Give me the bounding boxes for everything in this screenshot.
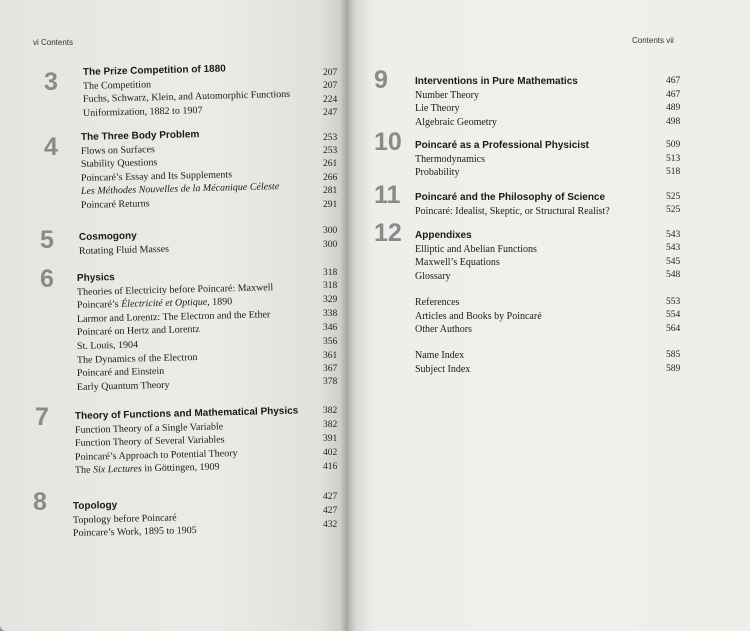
toc-entry: Poincaré Returns [80, 198, 150, 211]
page-number: 253 [323, 133, 338, 143]
page-number: 391 [323, 434, 338, 444]
page-number: 467 [666, 90, 681, 100]
toc-entry: Thermodynamics [415, 153, 485, 165]
page-number: 300 [323, 240, 338, 250]
page-number: 318 [323, 268, 338, 278]
chapter-title: Topology [72, 499, 118, 512]
toc-entry: Subject Index [415, 363, 471, 375]
page-number: 416 [323, 462, 338, 472]
page-number: 585 [666, 350, 681, 360]
chapter-title: Poincaré and the Philosophy of Science [415, 192, 606, 203]
toc-entry: Fuchs, Schwarz, Klein, and Automorphic Functions [82, 89, 291, 106]
toc-entry: Rotating Fluid Masses [78, 243, 170, 257]
page-number: 382 [323, 406, 338, 416]
page-number: 564 [666, 324, 681, 334]
toc-entry: Other Authors [415, 324, 472, 336]
left-page [0, 0, 348, 631]
page-number: 266 [323, 173, 338, 183]
right-running-head: Contents vii [632, 36, 674, 45]
page-number: 554 [666, 310, 681, 320]
page-number: 247 [323, 108, 338, 118]
right-page [348, 0, 750, 631]
chapter-title: The Three Body Problem [80, 129, 200, 143]
chapter-6 [77, 272, 273, 394]
page-number: 207 [323, 81, 338, 91]
page-number: 318 [323, 281, 338, 291]
chapter-7 [74, 405, 299, 478]
chapter-11 [415, 191, 610, 218]
chapter-title: Appendixes [415, 230, 472, 241]
page-number: 467 [666, 76, 681, 86]
toc-entry-title-italic: Six Lectures [92, 463, 142, 476]
chapter-title: Poincaré as a Professional Physicist [415, 140, 589, 151]
page-number: 427 [323, 506, 338, 516]
chapter-title: Physics [76, 272, 115, 284]
toc-entry: Function Theory of a Single Variable [74, 420, 224, 436]
page-number: 402 [323, 448, 338, 458]
toc-entry: Larmor and Lorentz: The Electron and the Ether [76, 309, 271, 325]
page-number: 329 [323, 295, 338, 305]
page-number: 281 [323, 186, 338, 196]
toc-entry: Name Index [415, 350, 465, 361]
page-number: 589 [666, 364, 681, 374]
toc-entry: Algebraic Geometry [415, 116, 497, 128]
toc-entry: Poincaré’s Essay and Its Supplements [80, 169, 233, 184]
page-number: 361 [323, 351, 338, 361]
toc-entry: Number Theory [415, 89, 479, 101]
toc-entry: References [415, 297, 460, 308]
page-number: 207 [323, 68, 338, 78]
chapter-8 [73, 500, 197, 541]
toc-entry: Articles and Books by Poincaré [415, 310, 542, 322]
toc-entry: Glossary [415, 270, 451, 282]
page-number: 253 [323, 146, 338, 156]
toc-entry: Stability Questions [80, 157, 158, 171]
chapter-number: 11 [374, 181, 401, 209]
page-number: 525 [666, 205, 681, 215]
chapter-number: 7 [35, 403, 49, 431]
page-number: 427 [323, 492, 338, 502]
toc-entry: Topology before Poincaré [72, 512, 177, 526]
chapter-12 [415, 229, 537, 283]
page-number: 489 [666, 103, 681, 113]
toc-entry: Uniformization, 1882 to 1907 [82, 104, 203, 119]
toc-entry: Maxwell’s Equations [415, 257, 500, 269]
page-number: 498 [666, 117, 681, 127]
toc-entry: Poincaré on Hertz and Lorentz [76, 324, 200, 339]
page-number: 432 [323, 520, 338, 530]
page-number: 346 [323, 323, 338, 333]
page-number: 382 [323, 420, 338, 430]
chapter-number: 3 [44, 68, 58, 96]
chapter-3 [82, 63, 291, 120]
toc-entry: The Dynamics of the Electron [76, 351, 198, 366]
chapter-title: Interventions in Pure Mathematics [415, 76, 578, 87]
chapter-number: 5 [40, 226, 54, 254]
page-number: 553 [666, 297, 681, 307]
toc-entry: Poincare’s Work, 1895 to 1905 [72, 525, 197, 540]
page-number: 543 [666, 230, 681, 240]
toc-entry: Theories of Electricity before Poincaré: Maxwell [76, 281, 274, 298]
page-number: 513 [666, 154, 681, 164]
page-number: 509 [666, 140, 681, 150]
chapter-5 [79, 231, 169, 258]
toc-entry: Probability [415, 167, 460, 179]
toc-entry: Early Quantum Theory [76, 379, 170, 393]
back-matter-references [415, 296, 542, 337]
chapter-number: 6 [40, 265, 54, 293]
page-number: 300 [323, 226, 338, 236]
chapter-4 [81, 131, 279, 213]
chapter-number: 4 [44, 133, 58, 161]
toc-entry: Les Méthodes Nouvelles de la Mécanique Céleste [80, 181, 280, 198]
toc-entry: Elliptic and Abelian Functions [415, 243, 537, 255]
toc-entry: Flows on Surfaces [80, 143, 155, 157]
toc-entry: Poincaré and Einstein [76, 366, 165, 380]
page-number: 548 [666, 270, 681, 280]
page-number: 545 [666, 257, 681, 267]
book-gutter-shadow [340, 0, 356, 631]
page-number: 356 [323, 337, 338, 347]
toc-entry: St. Louis, 1904 [76, 339, 139, 352]
chapter-title: Theory of Functions and Mathematical Physics [74, 405, 299, 422]
chapter-10 [415, 139, 589, 180]
page-number: 518 [666, 167, 681, 177]
toc-entry: Function Theory of Several Variables [74, 434, 225, 450]
chapter-9 [415, 75, 578, 129]
chapter-title: Cosmogony [78, 230, 137, 243]
left-running-head: vi Contents [33, 38, 74, 47]
toc-entry-text: , 1890 [207, 296, 233, 309]
toc-entry-text: in Göttingen, 1909 [141, 461, 220, 475]
toc-entry: Poincaré’s Approach to Potential Theory [74, 447, 238, 463]
page-number: 367 [323, 364, 338, 374]
chapter-number: 9 [374, 66, 388, 94]
chapter-title: The Prize Competition of 1880 [82, 63, 226, 78]
chapter-number: 12 [374, 219, 402, 247]
toc-entry: Lie Theory [415, 103, 460, 115]
toc-entry-text: The [74, 464, 94, 477]
page-number: 543 [666, 243, 681, 253]
toc-entry: The Competition [82, 78, 152, 92]
toc-entry: Poincaré: Idealist, Skeptic, or Structural Realist? [415, 205, 610, 217]
page-number: 291 [323, 200, 338, 210]
page-number: 224 [323, 95, 338, 105]
toc-entry-text: Poincaré’s [76, 299, 122, 312]
page-number: 525 [666, 192, 681, 202]
toc-entry-title-italic: Électricité et Optique [121, 297, 208, 311]
back-matter-indexes [415, 349, 470, 376]
chapter-number: 10 [374, 128, 402, 156]
page-number: 378 [323, 377, 338, 387]
chapter-number: 8 [33, 488, 47, 516]
page-number: 261 [323, 159, 338, 169]
page-number: 338 [323, 309, 338, 319]
